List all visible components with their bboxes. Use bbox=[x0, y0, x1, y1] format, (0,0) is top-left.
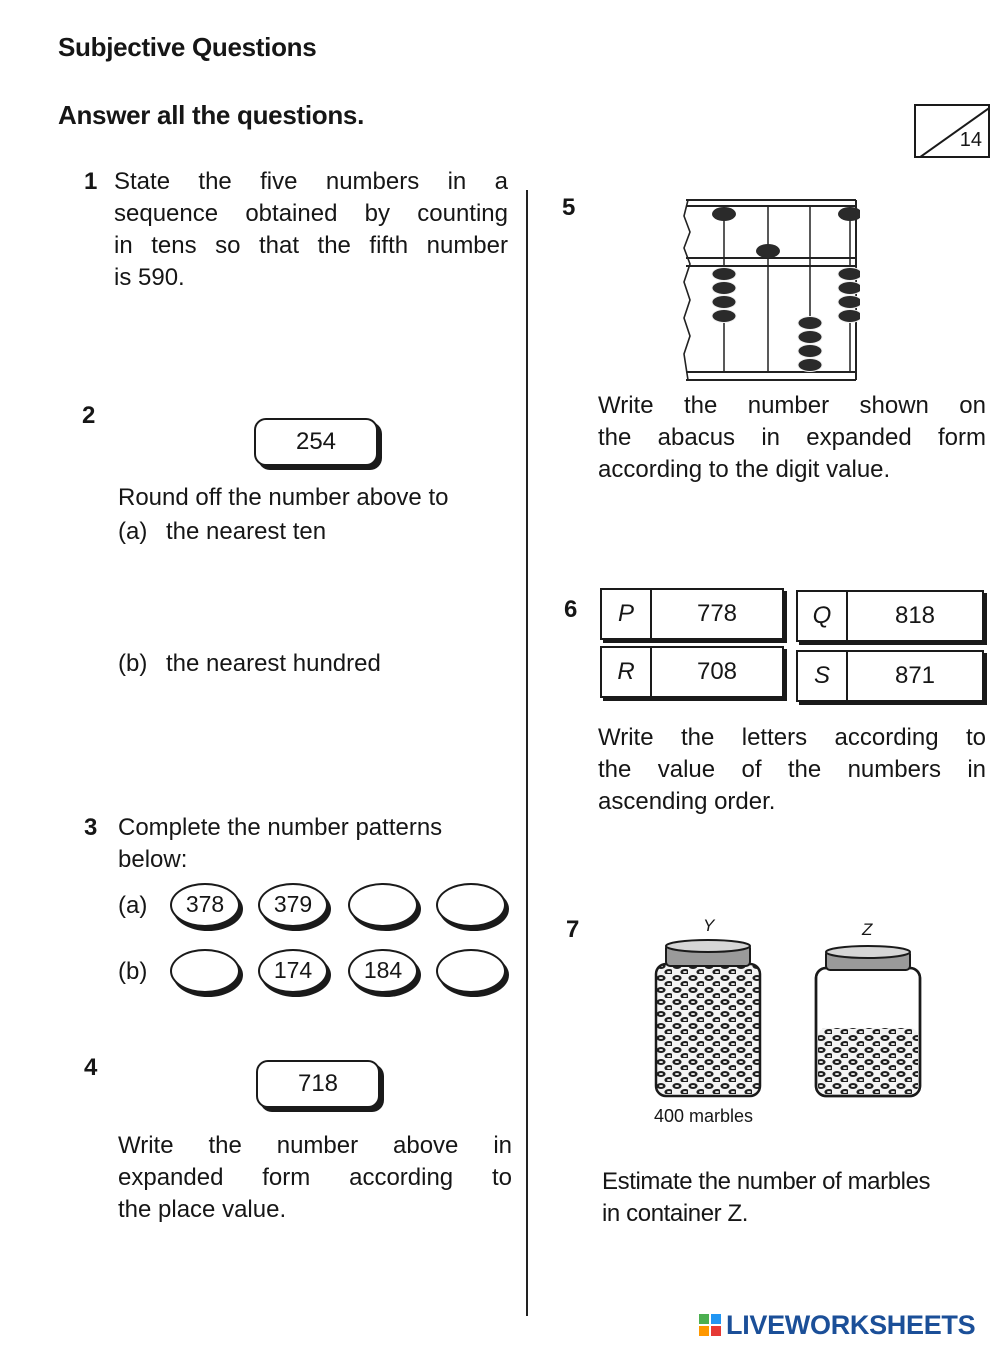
q6-number: 6 bbox=[564, 596, 578, 623]
abacus-lower-bead bbox=[712, 268, 736, 281]
q3b-answer-oval[interactable] bbox=[170, 949, 240, 993]
q4-number-box: 718 bbox=[256, 1060, 380, 1108]
abacus-lower-bead bbox=[838, 268, 860, 281]
q5-line: Write the number shown on bbox=[598, 392, 986, 419]
q1-line: State the five numbers in a bbox=[114, 168, 508, 195]
q7-number: 7 bbox=[566, 916, 580, 943]
q6-letter: S bbox=[797, 651, 847, 701]
q6-value: 871 bbox=[847, 651, 983, 701]
q2-part-b-label: (b) bbox=[118, 650, 148, 677]
q3a-answer-oval[interactable] bbox=[436, 883, 506, 927]
q4-text bbox=[118, 1130, 512, 1226]
abacus-upper-bead bbox=[712, 207, 736, 221]
abacus-lower-bead bbox=[798, 317, 822, 330]
abacus-lower-bead bbox=[712, 310, 736, 323]
q4-number: 4 bbox=[84, 1054, 98, 1081]
jar-y bbox=[656, 940, 760, 1096]
q6-value: 818 bbox=[847, 591, 983, 641]
q6-line: ascending order. bbox=[598, 788, 776, 815]
marble-jars-image bbox=[640, 938, 940, 1104]
q4-line: expanded form according to bbox=[118, 1164, 512, 1191]
abacus-upper-bead bbox=[756, 244, 780, 258]
jar-y-label: Y bbox=[703, 916, 715, 935]
q6-box-p bbox=[600, 588, 784, 640]
abacus-lower-bead bbox=[798, 359, 822, 372]
q3b-answer-oval[interactable] bbox=[436, 949, 506, 993]
abacus-lower-bead bbox=[838, 282, 860, 295]
q6-value: 778 bbox=[651, 589, 783, 639]
q6-value: 708 bbox=[651, 647, 783, 697]
q5-line: according to the digit value. bbox=[598, 456, 891, 483]
q1-text bbox=[114, 166, 508, 294]
q6-letter: R bbox=[601, 647, 651, 697]
q6-line: Write the letters according to bbox=[598, 724, 986, 751]
worksheet-title: Subjective Questions bbox=[58, 32, 317, 62]
q3-number: 3 bbox=[84, 814, 98, 841]
q2-prompt: Round off the number above to bbox=[118, 484, 449, 511]
q3-text bbox=[118, 812, 512, 876]
abacus-lower-bead bbox=[712, 296, 736, 309]
column-divider bbox=[526, 190, 528, 1316]
abacus-image bbox=[680, 196, 860, 384]
q3-line: below: bbox=[118, 846, 188, 873]
q4-line: the place value. bbox=[118, 1196, 287, 1223]
liveworksheets-brand[interactable]: LIVEWORKSHEETS bbox=[726, 1310, 976, 1340]
q6-box-r bbox=[600, 646, 784, 698]
abacus-beads bbox=[712, 207, 860, 372]
q5-text bbox=[598, 390, 986, 486]
q2-number: 2 bbox=[82, 402, 96, 429]
jar-z bbox=[816, 946, 920, 1096]
liveworksheets-logo-icon bbox=[698, 1313, 722, 1337]
q3a-oval: 379 bbox=[258, 883, 328, 927]
q5-number: 5 bbox=[562, 194, 576, 221]
q3b-oval: 184 bbox=[348, 949, 418, 993]
q7-text bbox=[602, 1166, 990, 1230]
q1-line: in tens so that the fifth number bbox=[114, 232, 508, 259]
abacus-frame bbox=[684, 200, 856, 380]
q3-line: Complete the number patterns bbox=[118, 814, 443, 841]
q7-line: in container Z. bbox=[602, 1200, 749, 1227]
score-box bbox=[914, 104, 990, 158]
q3-pattern-b-label: (b) bbox=[118, 958, 148, 985]
score-total: 14 bbox=[959, 129, 982, 151]
q2-part-a-text: the nearest ten bbox=[166, 518, 327, 545]
jar-y-caption: 400 marbles bbox=[654, 1106, 754, 1126]
q2-number-box: 254 bbox=[254, 418, 378, 466]
q6-text bbox=[598, 722, 986, 818]
q6-box-q bbox=[796, 590, 984, 642]
q7-line: Estimate the number of marbles bbox=[602, 1168, 931, 1195]
abacus-lower-bead bbox=[798, 331, 822, 344]
q6-letter: Q bbox=[797, 591, 847, 641]
q1-number: 1 bbox=[84, 168, 98, 195]
jar-z-label: Z bbox=[862, 920, 873, 939]
q6-box-s bbox=[796, 650, 984, 702]
q4-line: Write the number above in bbox=[118, 1132, 512, 1159]
q2-part-a-label: (a) bbox=[118, 518, 148, 545]
q3b-oval: 174 bbox=[258, 949, 328, 993]
q1-line: sequence obtained by counting bbox=[114, 200, 508, 227]
abacus-lower-bead bbox=[712, 282, 736, 295]
abacus-lower-bead bbox=[798, 345, 822, 358]
instruction-text: Answer all the questions. bbox=[58, 100, 365, 130]
abacus-lower-bead bbox=[838, 296, 860, 309]
q1-line: is 590. bbox=[114, 264, 185, 291]
abacus-upper-bead bbox=[838, 207, 860, 221]
q2-part-b-text: the nearest hundred bbox=[166, 650, 381, 677]
q3a-answer-oval[interactable] bbox=[348, 883, 418, 927]
q3-pattern-a-label: (a) bbox=[118, 892, 148, 919]
q6-line: the value of the numbers in bbox=[598, 756, 986, 783]
q6-letter: P bbox=[601, 589, 651, 639]
q5-line: the abacus in expanded form bbox=[598, 424, 986, 451]
abacus-lower-bead bbox=[838, 310, 860, 323]
q3a-oval: 378 bbox=[170, 883, 240, 927]
